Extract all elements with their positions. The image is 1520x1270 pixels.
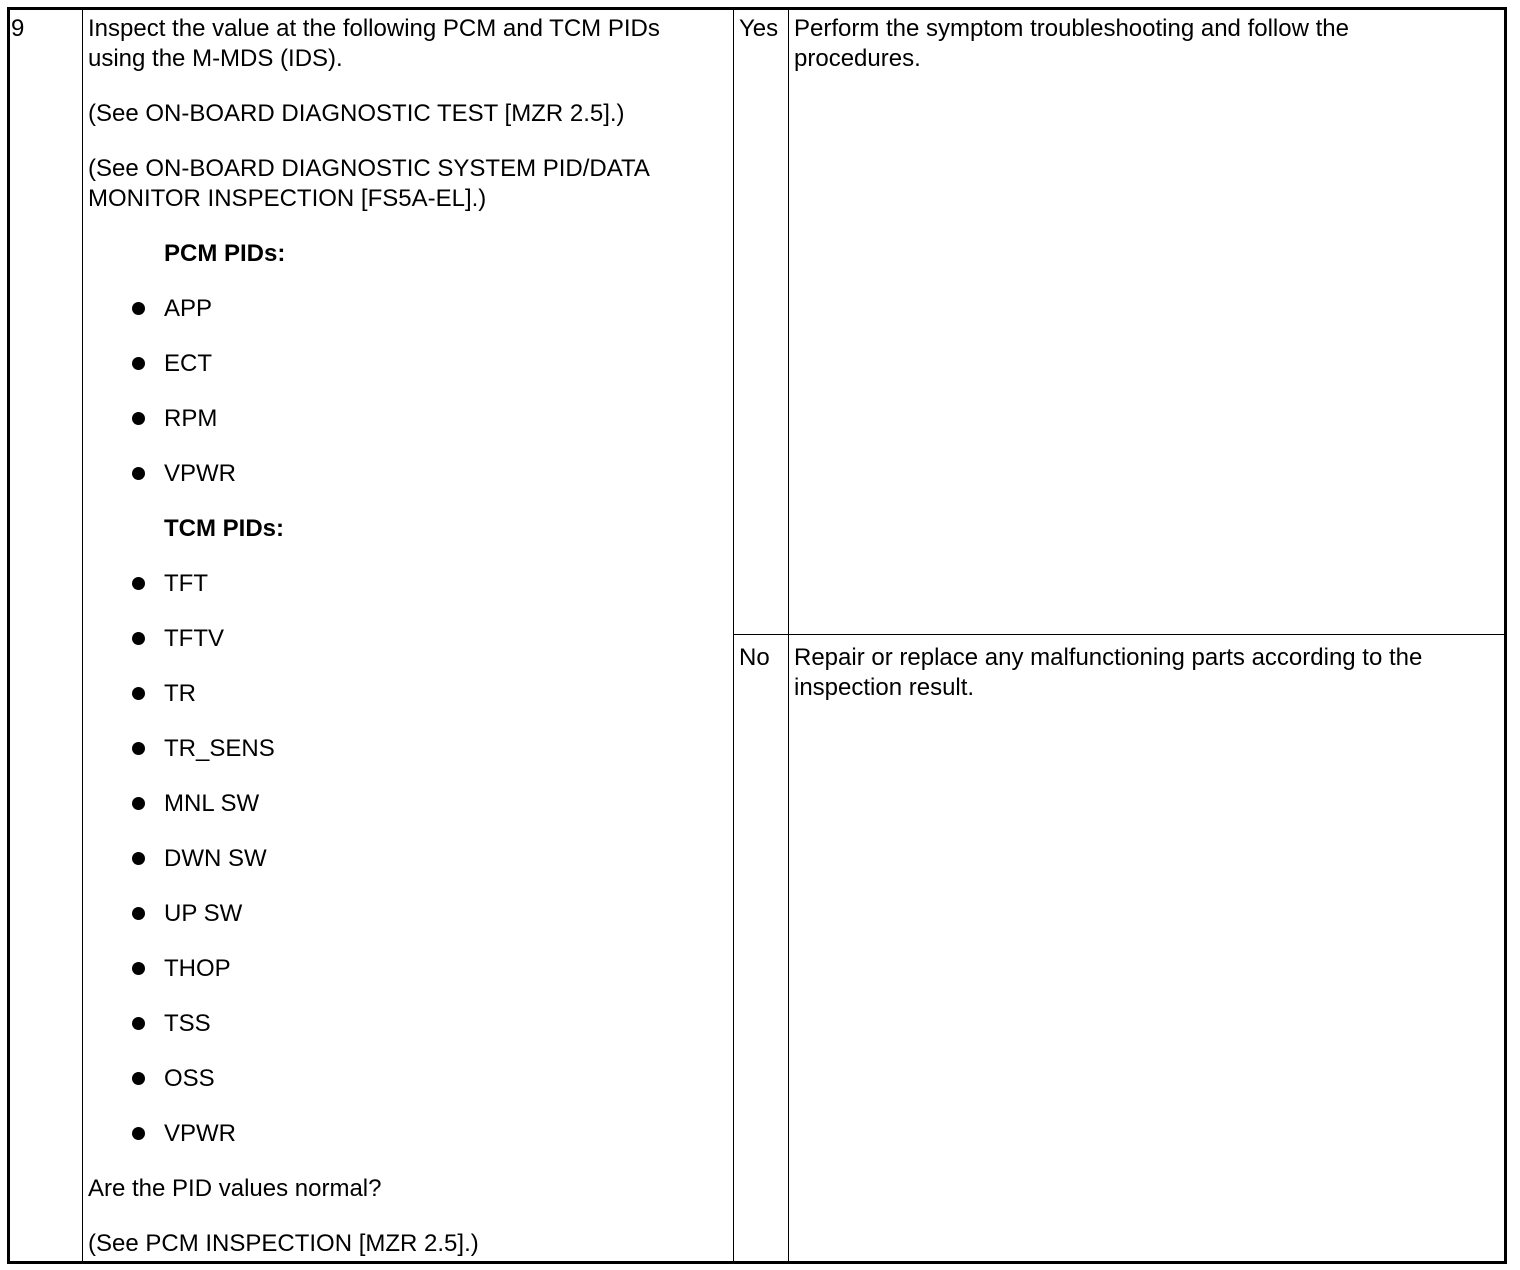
yes-result-line-2: procedures. [794,45,921,72]
bullet-icon [132,577,145,590]
bullet-icon [132,302,145,315]
pcm-pids-heading: PCM PIDs: [164,240,286,267]
tcm-pid-item: TFT [164,570,208,597]
no-result-line-2: inspection result. [794,674,975,701]
reference-pid-monitor-line-2: MONITOR INSPECTION [FS5A-EL].) [88,185,487,212]
step-number: 9 [11,15,25,42]
tcm-pid-item: THOP [164,955,231,982]
reference-pid-monitor-line-1: (See ON-BOARD DIAGNOSTIC SYSTEM PID/DATA [88,155,650,182]
tcm-pid-item: TR [164,680,196,707]
tcm-pid-item: TFTV [164,625,224,652]
reference-onboard-diagnostic-test: (See ON-BOARD DIAGNOSTIC TEST [MZR 2.5].) [88,100,625,127]
bullet-icon [132,907,145,920]
column-divider-answer [788,10,789,1261]
bullet-icon [132,742,145,755]
tcm-pid-item: TSS [164,1010,211,1037]
tcm-pid-item: TR_SENS [164,735,275,762]
bullet-icon [132,797,145,810]
tcm-pids-heading: TCM PIDs: [164,515,284,542]
bullet-icon [132,962,145,975]
bullet-icon [132,357,145,370]
pcm-pid-item: ECT [164,350,212,377]
pcm-pid-item: VPWR [164,460,236,487]
bullet-icon [132,687,145,700]
tcm-pid-item: VPWR [164,1120,236,1147]
reference-pcm-inspection: (See PCM INSPECTION [MZR 2.5].) [88,1230,479,1257]
no-result-line-1: Repair or replace any malfunctioning parts according to the [794,644,1423,671]
tcm-pid-item: DWN SW [164,845,267,872]
bullet-icon [132,412,145,425]
column-divider-action [733,10,734,1261]
action-intro-line-1: Inspect the value at the following PCM and TCM PIDs [88,15,660,42]
no-label: No [739,644,770,671]
tcm-pid-item: OSS [164,1065,215,1092]
yes-result-line-1: Perform the symptom troubleshooting and follow the [794,15,1349,42]
pcm-pid-item: APP [164,295,213,322]
bullet-icon [132,852,145,865]
bullet-icon [132,1017,145,1030]
bullet-icon [132,632,145,645]
inspection-question: Are the PID values normal? [88,1175,382,1202]
bullet-icon [132,1127,145,1140]
bullet-icon [132,467,145,480]
yes-no-row-divider [733,634,1504,635]
bullet-icon [132,1072,145,1085]
tcm-pid-item: MNL SW [164,790,260,817]
pcm-pid-item: RPM [164,405,218,432]
column-divider-step [82,10,83,1261]
action-intro-line-2: using the M-MDS (IDS). [88,45,343,72]
tcm-pid-item: UP SW [164,900,243,927]
yes-label: Yes [739,15,779,42]
